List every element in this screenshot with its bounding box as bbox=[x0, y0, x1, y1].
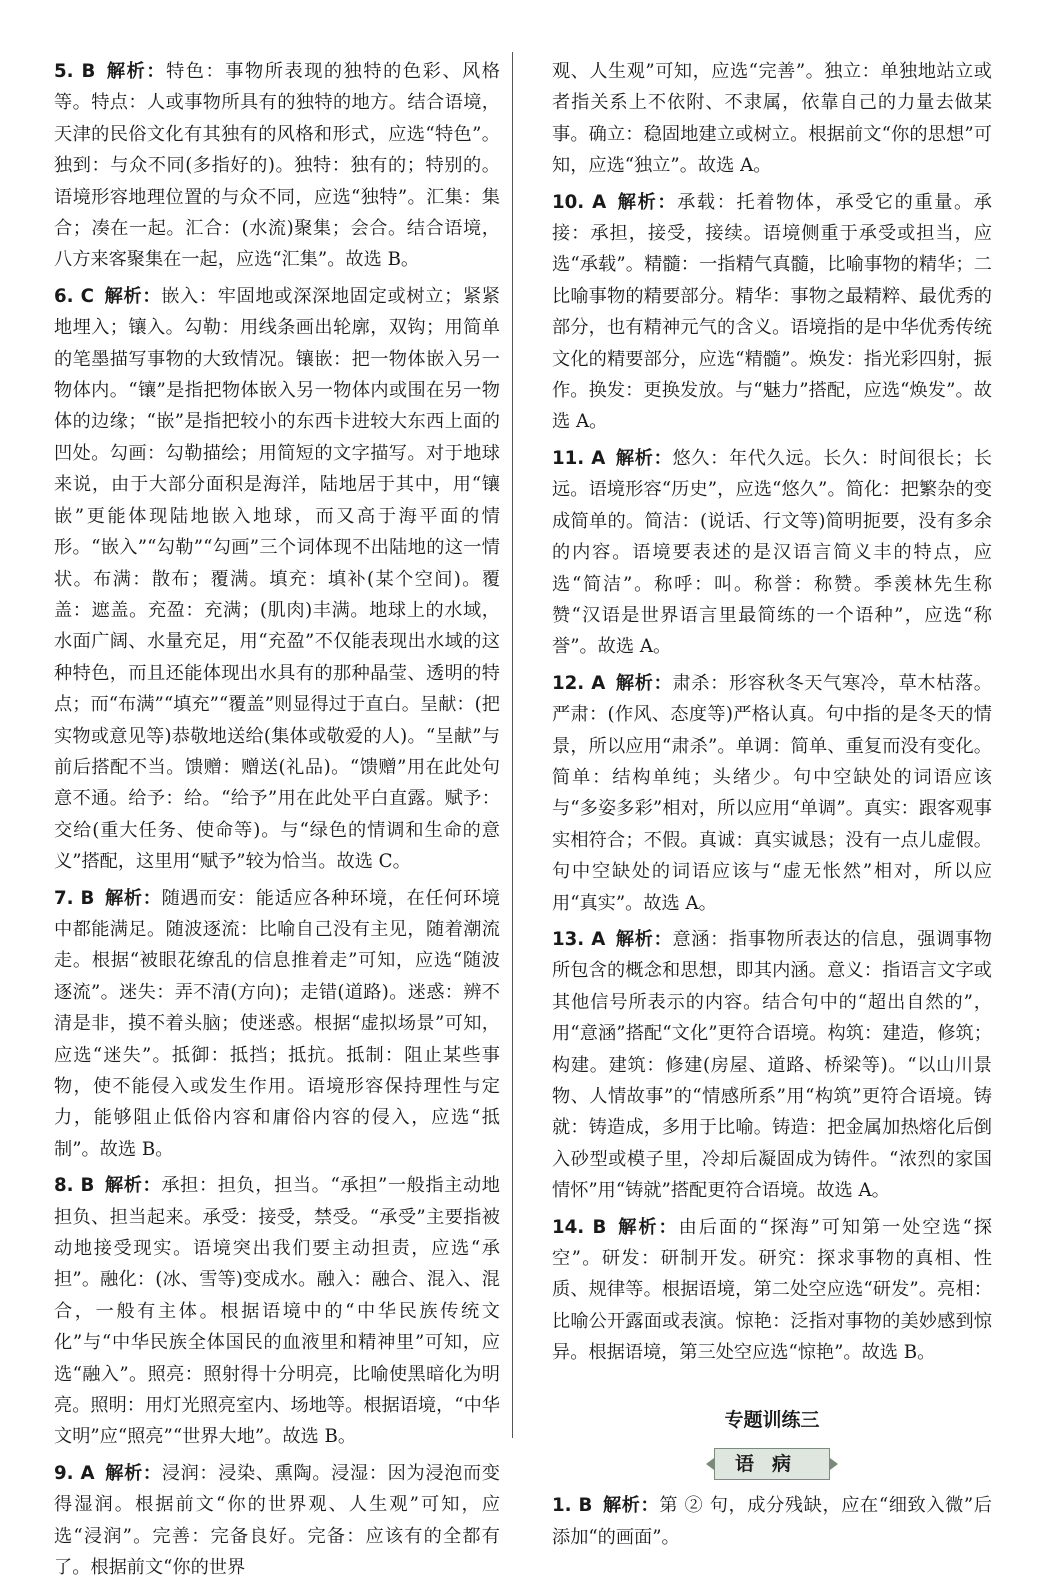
section-answer-item-1: 1. B 解析：第 ② 句，成分残缺，应在“细致入微”后添加“的画面”。 bbox=[552, 1495, 992, 1548]
section-badge-wrap bbox=[552, 1448, 992, 1480]
answer-item-9-continued: 观、人生观”可知，应选“完善”。独立：单独地站立或者指关系上不依附、不隶属，依靠自己的力量去做某事。确立：稳固地建立或树立。根据前文“你的思想”可知，应选“独立”。故选 A。 bbox=[552, 61, 992, 177]
section-title: 专题训练三 bbox=[724, 1408, 820, 1431]
left-column bbox=[54, 56, 500, 1589]
answer-item-12: 12. A 解析：肃杀：形容秋冬天气寒冷，草木枯落。严肃：(作风、态度等)严格认真。句中指的是冬天的情景，所以应用“肃杀”。单调：简单、重复而没有变化。简单：结构单纯；头绪少。句中空缺处的词语应该与“多姿多彩”相对，所以应用“单调”。真实：跟客观事实相符合；不假。真诚：真实诚恳；没有一点儿虚假。句中空缺处的词语应该与“虚无怅然”相对，所以应用“真实”。故选 A。 bbox=[552, 672, 992, 914]
answer-item-7: 7. B 解析：随遇而安：能适应各种环境，在任何环境中都能满足。随波逐流：比喻自己没有主见，随着潮流走。根据“被眼花缭乱的信息推着走”可知，应选“随波逐流”。迷失：弄不清(方向)；走错(道路)。迷惑：辨不清是非，摸不着头脑；使迷惑。根据“虚拟场景”可知，应选“迷失”。抵御：抵挡；抵抗。抵制：阻止某些事物，使不能侵入或发生作用。语境形容保持理性与定力，能够阻止低俗内容和庸俗内容的侵入，应选“抵制”。故选 B。 bbox=[54, 887, 500, 1160]
answer-item-14: 14. B 解析：由后面的“探海”可知第一处空选“探空”。研发：研制开发。研究：探求事物的真相、性质、规律等。根据语境，第二处空应选“研发”。亮相：比喻公开露面或表演。惊艳：泛指对事物的美妙感到惊异。根据语境，第三处空应选“惊艳”。故选 B。 bbox=[552, 1216, 992, 1364]
answer-item-8: 8. B 解析：承担：担负，担当。“承担”一般指主动地担负、担当起来。承受：接受，禁受。“承受”主要指被动地接受现实。语境突出我们要主动担责，应选“承担”。融化：(冰、雪等)变成水。融入：融合、混入、混合，一般有主体。根据语境中的“中华民族传统文化”与“中华民族全体国民的血液里和精神里”可知，应选“融入”。照亮：照射得十分明亮，比喻使黑暗化为明亮。照明：用灯光照亮室内、场地等。根据语境，“中华文明”应“照亮”“世界大地”。故选 B。 bbox=[54, 1175, 500, 1448]
right-column bbox=[552, 56, 992, 1558]
section-badge: 语病 bbox=[714, 1448, 830, 1480]
answer-item-9: 9. A 解析：浸润：浸染、熏陶。浸湿：因为浸泡而变得湿润。根据前文“你的世界观、人生观”可知，应选“浸润”。完善：完备良好。完备：应该有的全都有了。根据前文“你的世界 bbox=[54, 1462, 500, 1579]
answer-item-5: 5. B 解析：特色：事物所表现的独特的色彩、风格等。特点：人或事物所具有的独特的地方。结合语境，天津的民俗文化有其独有的风格和形式，应选“特色”。独到：与众不同(多指好的)。独特：独有的；特别的。语境形容地理位置的与众不同，应选“独特”。汇集：集合；凑在一起。汇合：(水流)聚集；会合。结合语境，八方来客聚集在一起，应选“汇集”。故选 B。 bbox=[54, 61, 500, 271]
column-divider bbox=[512, 52, 513, 1438]
answer-item-10: 10. A 解析：承载：托着物体，承受它的重量。承接：承担，接受，接续。语境侧重于承受或担当，应选“承载”。精髓：一指精气真髓，比喻事物的精华；二比喻事物的精要部分。精华：事物之最精粹、最优秀的部分，也有精神元气的含义。语境指的是中华优秀传统文化的精要部分，应选“精髓”。焕发：指光彩四射，振作。换发：更换发放。与“魅力”搭配，应选“焕发”。故选 A。 bbox=[552, 191, 992, 433]
answer-item-11: 11. A 解析：悠久：年代久远。长久：时间很长；长远。语境形容“历史”，应选“悠久”。简化：把繁杂的变成简单的。简洁：(说话、行文等)简明扼要，没有多余的内容。语境要表述的是汉语言简义丰的特点，应选“简洁”。称呼：叫。称誉：称赞。季羡林先生称赞“汉语是世界语言里最简练的一个语种”，应选“称誉”。故选 A。 bbox=[552, 447, 992, 658]
answer-item-6: 6. C 解析：嵌入：牢固地或深深地固定或树立；紧紧地埋入；镶入。勾勒：用线条画出轮廓，双钩；用简单的笔墨描写事物的大致情况。镶嵌：把一物体嵌入另一物体内。“镶”是指把物体嵌入另一物体内或围在另一物体的边缘；“嵌”是指把较小的东西卡进较大东西上面的凹处。勾画：勾勒描绘；用简短的文字描写。对于地球来说，由于大部分面积是海洋，陆地居于其中，用“镶嵌”更能体现陆地嵌入地球，而又高于海平面的情形。“嵌入”“勾勒”“勾画”三个词体现不出陆地的这一情状。布满：散布；覆满。填充：填补(某个空间)。覆盖：遮盖。充盈：充满；(肌肉)丰满。地球上的水域，水面广阔、水量充足，用“充盈”不仅能表现出水域的这种特色，而且还能体现出水具有的那种晶莹、透明的特点；而“布满”“填充”“覆盖”则显得过于直白。呈献：(把实物或意见等)恭敬地送给(集体或敬爱的人)。“呈献”与前后搭配不当。馈赠：赠送(礼品)。“馈赠”用在此处句意不通。给予：给。“给予”用在此处平白直露。赋予：交给(重大任务、使命等)。与“绿色的情调和生命的意义”搭配，这里用“赋予”较为恰当。故选 C。 bbox=[54, 285, 500, 873]
answer-item-13: 13. A 解析：意涵：指事物所表达的信息，强调事物所包含的概念和思想，即其内涵。意义：指语言文字或其他信号所表示的内容。结合句中的“超出自然的”，用“意涵”搭配“文化”更符合语境。构筑：建造，修筑；构建。建筑：修建(房屋、道路、桥梁等)。“以山川景物、人情故事”的“情感所系”用“构筑”更符合语境。铸就：铸造成，多用于比喻。铸造：把金属加热熔化后倒入砂型或模子里，冷却后凝固成为铸件。“浓烈的家国情怀”用“铸就”搭配更符合语境。故选 A。 bbox=[552, 928, 992, 1202]
